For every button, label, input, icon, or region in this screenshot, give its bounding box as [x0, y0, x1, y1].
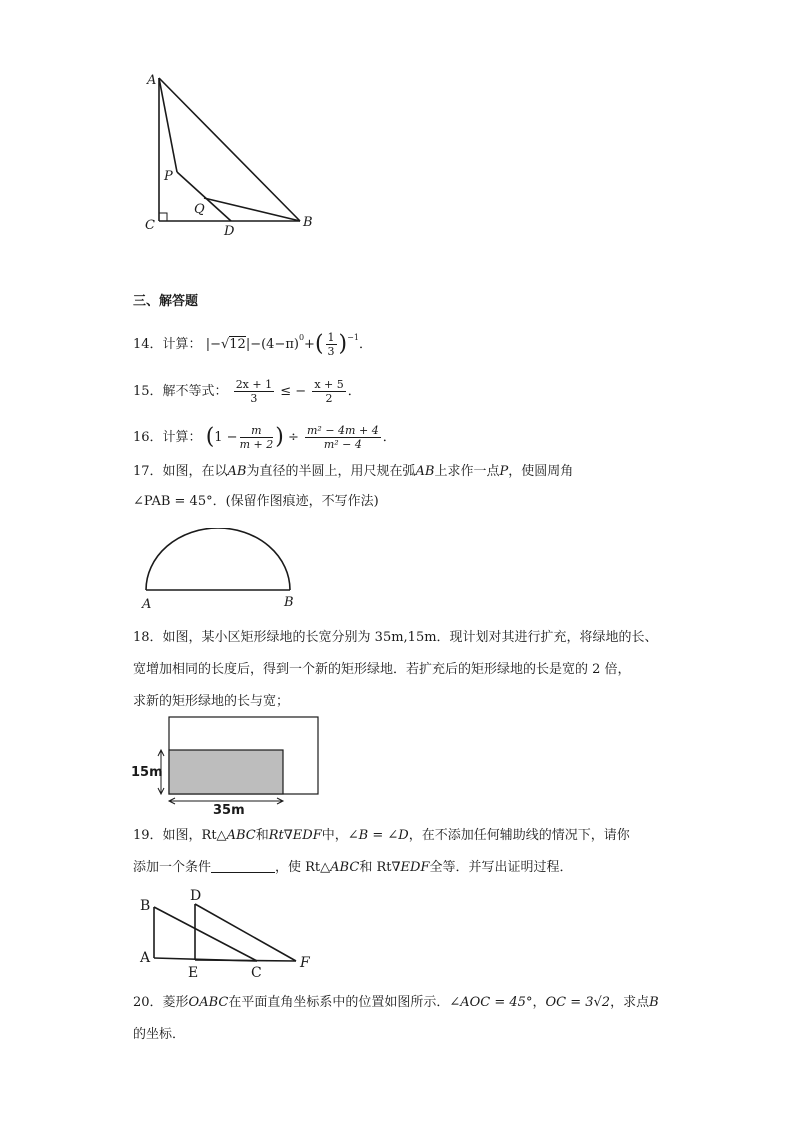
width-label: 15m	[131, 765, 163, 780]
fraction-quadratic: $\frac{\text{m² − 4m + 4}}{\text{m² − 4}}$	[307, 424, 379, 451]
label-p: P	[164, 169, 173, 184]
tri-label-e: E	[188, 965, 199, 980]
label-a: A	[147, 73, 157, 88]
original-green-area	[169, 750, 283, 794]
question-15: 15．解不等式： $\frac{2x + 1}{3}$ ≤ − $\frac{x + 5}{2}$ ．	[133, 378, 361, 405]
question-14: 14．计算： $|-√12|-(4-\pi)^0+$( $\frac{1}{3}$ )$^{-1}$．	[133, 331, 372, 358]
question-18-line-2: 宽增加相同的长度后，得到一个新的矩形绿地．若扩充后的矩形绿地的长是宽的 2 倍，	[133, 662, 631, 677]
question-17-line-1: 17．如图，在以AB为直径的半圆上，用尺规在弧AB上求作一点P，使圆周角	[133, 464, 574, 479]
figure-triangle-apqd	[140, 68, 330, 238]
figure-rectangles	[128, 712, 328, 818]
label-q: Q	[194, 202, 205, 217]
question-18-line-3: 求新的矩形绿地的长与宽；	[133, 694, 290, 709]
question-16: 16．计算： (1 − $\frac{m}{m + 2}$ ) ÷ $\frac{\text{m² − 4m + 4}}{\text{m² − 4}}$ ．	[133, 424, 396, 451]
answer-blank[interactable]	[211, 858, 275, 873]
question-20-line-2: 的坐标．	[133, 1027, 186, 1042]
sqrt-radicand: 12	[229, 337, 246, 352]
figure-two-triangles	[136, 884, 326, 980]
fraction-one-third: $\frac{1}{3}$	[327, 331, 335, 358]
label-d: D	[224, 224, 235, 238]
question-20-line-1: 20．菱形OABC在平面直角坐标系中的位置如图所示．∠AOC = 45°，OC = 3√2，求点B	[133, 995, 659, 1010]
semicircle-label-b: B	[284, 595, 294, 610]
abs-right-bar: |	[245, 337, 251, 352]
tri-label-b: B	[140, 898, 151, 914]
section-title: 三、解答题	[133, 294, 199, 309]
fraction-m-over-m-plus-2: $\frac{m}{m + 2}$	[239, 424, 274, 451]
label-b: B	[303, 215, 313, 230]
tri-label-f: F	[300, 955, 310, 971]
tri-label-d: D	[190, 888, 202, 904]
figure-semicircle	[136, 528, 306, 612]
fraction-rhs: $\frac{x + 5}{2}$	[314, 378, 344, 405]
fraction-lhs: $\frac{2x + 1}{3}$	[235, 378, 273, 405]
question-18-line-1: 18．如图，某小区矩形绿地的长宽分别为 35m,15m．现计划对其进行扩充，将绿地的长、	[133, 630, 658, 645]
question-19-line-2: 添加一个条件 ，使 Rt△ABC和 Rt∇EDF全等．并写出证明过程．	[133, 860, 573, 875]
length-label: 35m	[213, 803, 245, 818]
abs-left-bar: |	[205, 337, 211, 352]
question-19-line-1: 19．如图，Rt△ABC和Rt∇EDF中，∠B = ∠D，在不添加任何辅助线的情况下，请你	[133, 828, 630, 843]
tri-label-a: A	[140, 950, 151, 966]
question-17-line-2: ∠PAB = 45°．(保留作图痕迹，不写作法)	[133, 494, 379, 509]
label-c: C	[145, 218, 155, 233]
semicircle-label-a: A	[142, 597, 152, 612]
tri-label-c: C	[251, 965, 262, 980]
